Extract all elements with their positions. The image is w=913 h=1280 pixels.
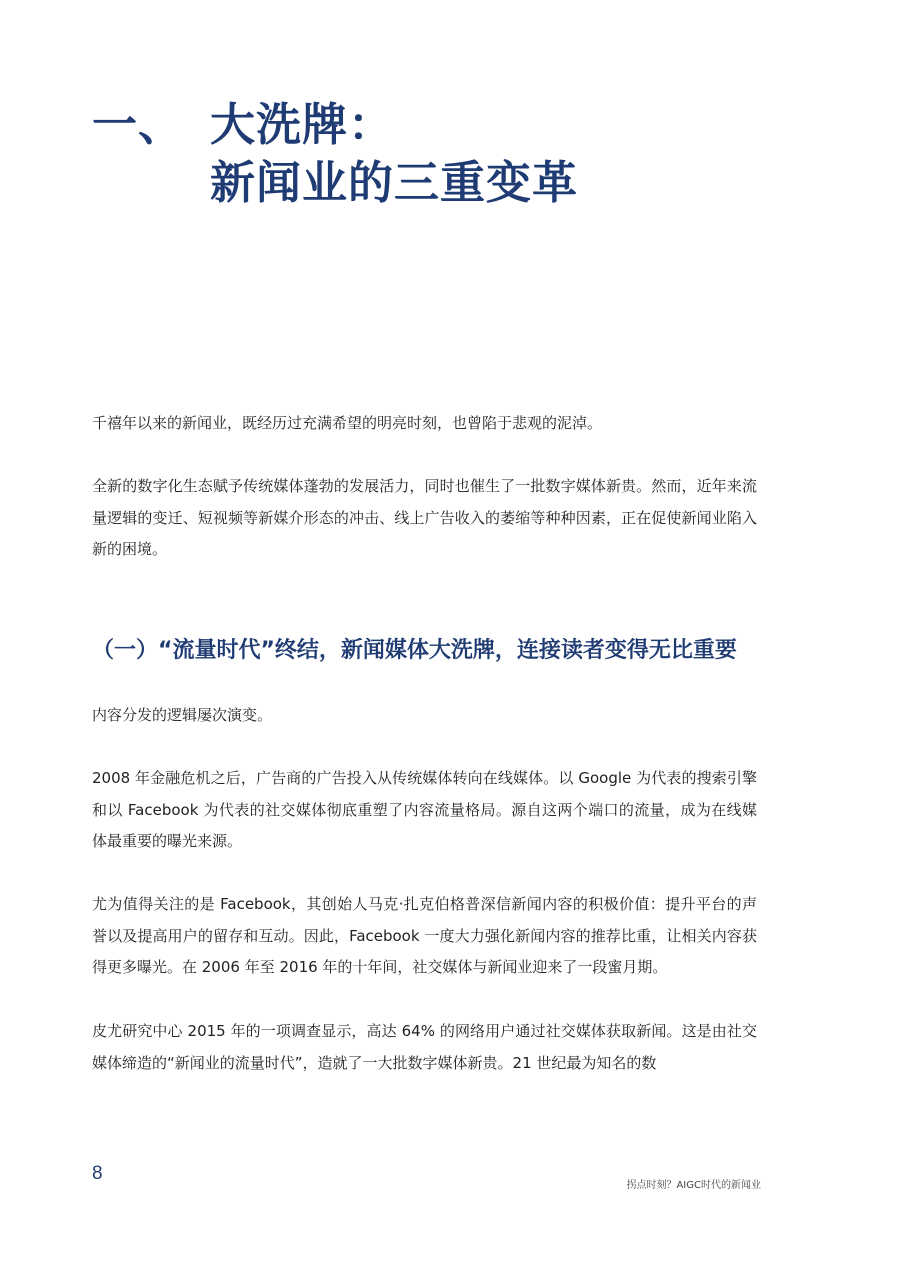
chapter-number: 一、 <box>92 98 185 151</box>
chapter-title-line-2 <box>92 154 812 212</box>
page-number: 8 <box>92 1163 103 1184</box>
section-heading: （一）“流量时代”终结，新闻媒体大洗牌，连接读者变得无比重要 <box>92 638 737 663</box>
chapter-title-line-1 <box>92 96 812 154</box>
chapter-title <box>92 96 812 212</box>
section-paragraph-3: 尤为值得关注的是 Facebook，其创始人马克·扎克伯格普深信新闻内容的积极价值：提升平台的声誉以及提高用户的留存和互动。因此，Facebook 一度大力强化新闻内容的推荐比重，让相关内容获得更多曝光。在 2006 年至 2016 年的十年间，社交媒体与新闻业迎来了一段蜜月期。 <box>92 895 757 976</box>
section-paragraph-2: 2008 年金融危机之后，广告商的广告投入从传统媒体转向在线媒体。以 Google 为代表的搜索引擎和以 Facebook 为代表的社交媒体彻底重塑了内容流量格局。源自这两个端口的流量，成为在线媒体最重要的曝光来源。 <box>92 769 757 850</box>
section-paragraph-4: 皮尤研究中心 2015 年的一项调查显示，高达 64% 的网络用户通过社交媒体获取新闻。这是由社交媒体缔造的“新闻业的流量时代”，造就了一大批数字媒体新贵。21 世纪最为知名的数 <box>92 1022 757 1072</box>
section-paragraph-1: 内容分发的逻辑屡次演变。 <box>92 706 273 724</box>
chapter-title-main: 大洗牌： <box>210 98 395 151</box>
intro-paragraph-2: 全新的数字化生态赋予传统媒体蓬勃的发展活力，同时也催生了一批数字媒体新贵。然而，近年来流量逻辑的变迁、短视频等新媒介形态的冲击、线上广告收入的萎缩等种种因素，正在促使新闻业陷入新的困境。 <box>92 477 757 558</box>
intro-paragraph-1: 千禧年以来的新闻业，既经历过充满希望的明亮时刻，也曾陷于悲观的泥淖。 <box>92 414 603 432</box>
footer-publication-title: 拐点时刻？AIGC时代的新闻业 <box>626 1180 761 1191</box>
chapter-subtitle: 新闻业的三重变革 <box>210 156 579 209</box>
